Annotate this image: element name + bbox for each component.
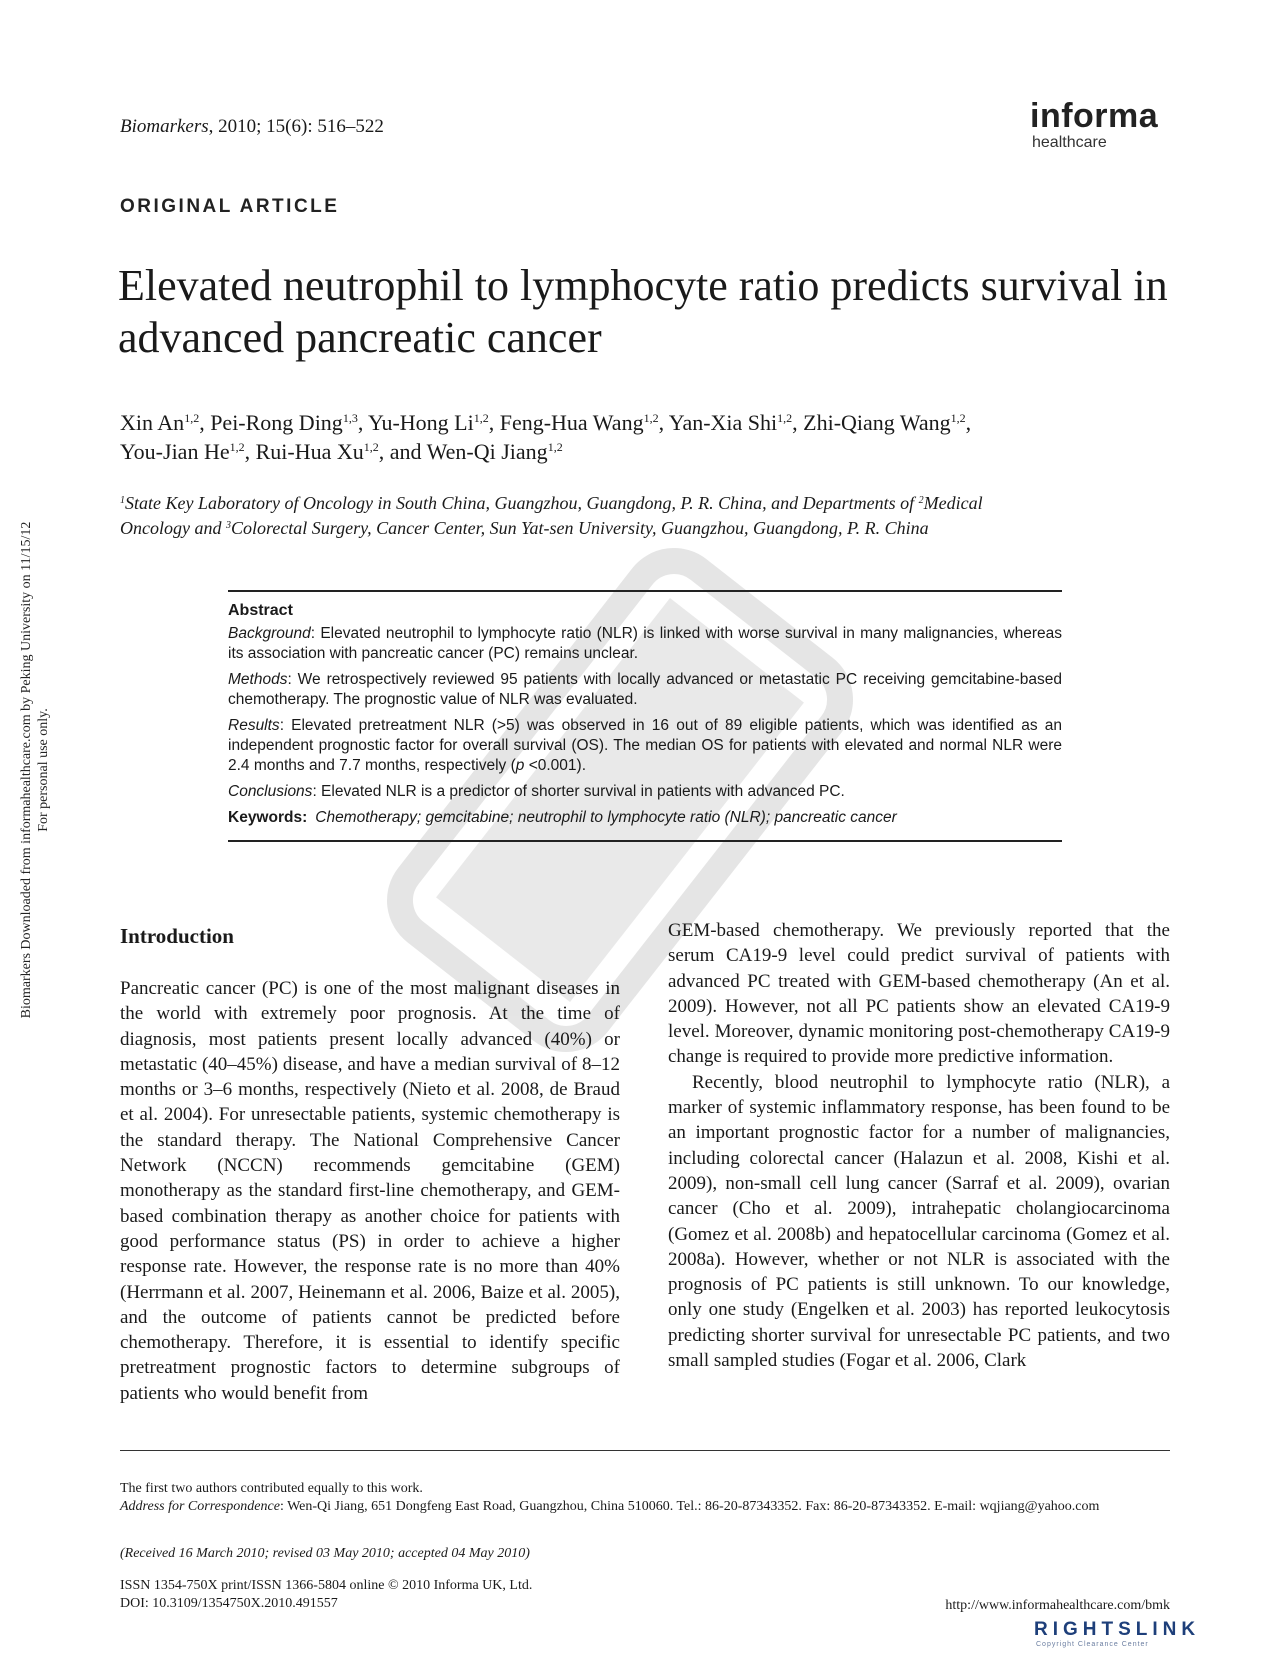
author-list: Xin An$^{1,2}$, Pei-Rong Ding$^{1,3}$, Yu-Hong Li$^{1,2}$, Feng-Hua Wang$^{1,2}$, Yan-Xia Shi$^{1,2}$, Zhi-Qiang Wang$^{1,2}$, You-Jian He$^{1,2}$, Rui-Hua Xu$^{1,2}$, and Wen-Qi Jiang$^{1,2}$ (120, 410, 972, 464)
footnote-equal-contribution: The first two authors contributed equally to this work. (120, 1481, 423, 1496)
rightslink-logo[interactable]: RIGHTSLINK (1034, 1619, 1201, 1640)
intro-paragraph: GEM-based chemotherapy. We previously reported that the serum CA19-9 level could predict survival of patients with advanced PC treated with GEM-based chemotherapy (An et al. 2009). However, not all PC patients show an elevated CA19-9 level. Moreover, dynamic monitoring post-chemotherapy CA19-9 change is required to provide more predictive information. (668, 920, 1170, 1068)
abstract-box (228, 590, 1062, 842)
article-type: ORIGINAL ARTICLE (120, 196, 340, 217)
abstract-bottom-rule (228, 840, 1062, 842)
intro-paragraph: Pancreatic cancer (PC) is one of the most malignant diseases in the world with extremely poor prognosis. At the time of diagnosis, most patients present locally advanced (40%) or metastatic (40–45%) disease, and have a median survival of 8–12 months or 3–6 months, respectively (Nieto et al. 2008, de Braud et al. 2004). For unresectable patients, systemic chemotherapy is the standard therapy. The National Comprehensive Cancer Network (NCCN) recommends gemcitabine (GEM) monotherapy as the standard first-line chemotherapy, and GEM-based combination therapy as another choice for patients with good performance status (PS) in order to achieve a higher response rate. However, the response rate is no more than 40% (Herrmann et al. 2007, Heinemann et al. 2006, Baize et al. 2005), and the outcome of patients cannot be predicted before chemotherapy. Therefore, it is essential to identify specific pretreatment prognostic factors to determine subgroups of patients who would benefit from (120, 978, 620, 1404)
footnote-rule (120, 1450, 1170, 1451)
journal-url-link[interactable]: http://www.informahealthcare.com/bmk (945, 1598, 1170, 1613)
intro-right-column (668, 918, 1170, 1373)
keywords: Keywords: Chemotherapy; gemcitabine; neutrophil to lymphocyte ratio (NLR); pancreatic cancer (228, 809, 897, 826)
abstract-results: Results: Elevated pretreatment NLR (>5) was observed in 16 out of 89 eligible patients, which was identified as an independent prognostic factor for overall survival (OS). The median OS for patients with elevated and normal NLR were 2.4 months and 7.7 months, respectively (p <0.001). (228, 717, 1062, 774)
introduction-heading: Introduction (120, 924, 234, 948)
footnote-correspondence: Address for Correspondence: Wen-Qi Jiang, 651 Dongfeng East Road, Guangzhou, China 510060. Tel.: 86-20-87343352. Fax: 86-20-87343352. E-mail: wqjiang@yahoo.com (120, 1499, 1100, 1514)
logo-main-text: informa (1030, 97, 1159, 135)
footnote-received: (Received 16 March 2010; revised 03 May 2010; accepted 04 May 2010) (120, 1546, 530, 1561)
abstract-methods: Methods: We retrospectively reviewed 95 patients with locally advanced or metastatic PC receiving gemcitabine-based chemotherapy. The prognostic value of NLR was evaluated. (228, 671, 1062, 708)
author: Pei-Rong Ding$^{1,3}$ (210, 410, 358, 435)
footnote-doi: DOI: 10.3109/1354750X.2010.491557 (120, 1596, 338, 1611)
side-download-note (18, 300, 51, 1240)
abstract-top-rule (228, 590, 1062, 592)
affiliations: $^1$State Key Laboratory of Oncology in South China, Guangzhou, Guangdong, P. R. China, and Departments of $^2$Medical Oncology and $^3$Colorectal Surgery, Cancer Center, Sun Yat-sen University, Guangzhou, Guangdong, P. R. China (120, 493, 983, 538)
intro-left-column (120, 976, 620, 1406)
author: Wen-Qi Jiang$^{1,2}$ (426, 439, 563, 464)
journal-ref: , 2010; 15(6): 516–522 (208, 116, 384, 137)
abstract-background: Background: Elevated neutrophil to lymphocyte ratio (NLR) is linked with worse survival in many malignancies, whereas its association with pancreatic cancer (PC) remains unclear. (228, 625, 1062, 662)
logo-sub-text: healthcare (1032, 134, 1107, 151)
article-title: Elevated neutrophil to lymphocyte ratio predicts survival in advanced pancreatic cancer (118, 261, 1168, 362)
abstract-conclusions: Conclusions: Elevated NLR is a predictor of shorter survival in patients with advanced PC. (228, 783, 845, 800)
author: Rui-Hua Xu$^{1,2}$ (255, 439, 379, 464)
footnote-issn: ISSN 1354-750X print/ISSN 1366-5804 online © 2010 Informa UK, Ltd. (120, 1578, 533, 1593)
abstract-heading: Abstract (228, 602, 293, 619)
journal-name: Biomarkers (120, 116, 209, 137)
author: You-Jian He$^{1,2}$ (120, 439, 245, 464)
side-note-line2: For personal use only. (36, 708, 51, 832)
side-note-line1: Biomarkers Downloaded from informahealthcare.com by Peking University on 11/15/12 (19, 521, 34, 1019)
author: Zhi-Qiang Wang$^{1,2}$ (803, 410, 966, 435)
author: Xin An$^{1,2}$ (120, 410, 200, 435)
rightslink-subtitle: Copyright Clearance Center (1036, 1641, 1149, 1648)
journal-citation (120, 116, 384, 138)
author: Yu-Hong Li$^{1,2}$ (368, 410, 489, 435)
intro-paragraph: Recently, blood neutrophil to lymphocyte ratio (NLR), a marker of systemic inflammatory response, has been found to be an important prognostic factor for a number of malignancies, including colorectal cancer (Halazun et al. 2008, Kishi et al. 2009), non-small cell lung cancer (Sarraf et al. 2009), ovarian cancer (Cho et al. 2009), intrahepatic cholangiocarcinoma (Gomez et al. 2008b) and hepatocellular carcinoma (Gomez et al. 2008a). However, whether or not NLR is associated with the prognosis of PC patients is still unknown. To our knowledge, only one study (Engelken et al. 2003) has reported leukocytosis predicting shorter survival for unresectable PC patients, and two small sampled studies (Fogar et al. 2006, Clark (668, 1071, 1170, 1372)
informa-logo (1030, 98, 1170, 152)
author: Feng-Hua Wang$^{1,2}$ (499, 410, 659, 435)
author: Yan-Xia Shi$^{1,2}$ (668, 410, 793, 435)
